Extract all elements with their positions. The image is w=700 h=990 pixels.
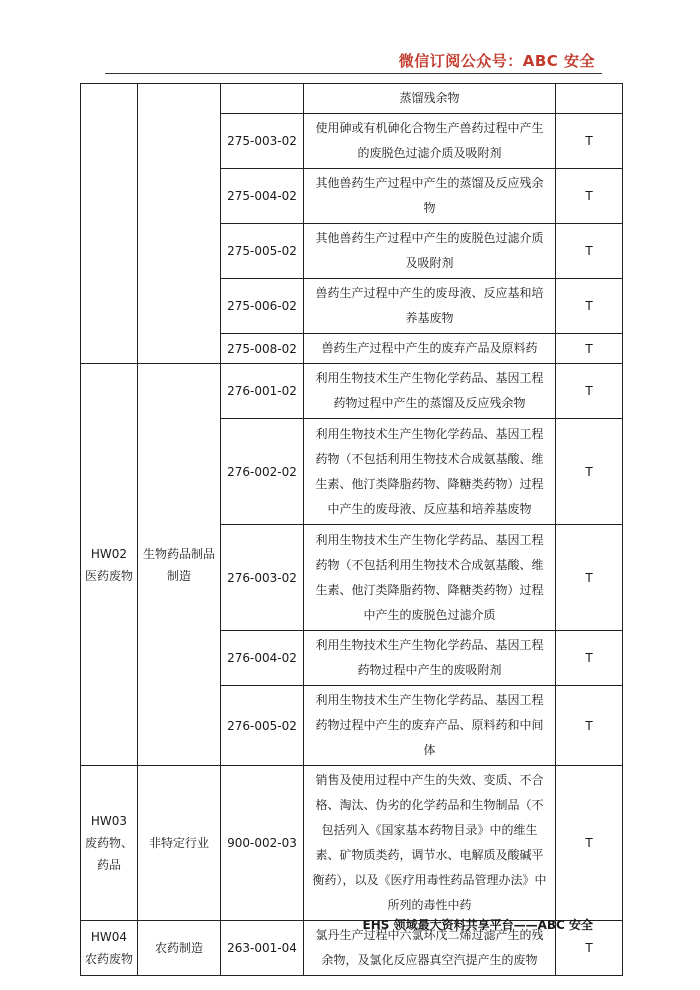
waste-code: 275-008-02 bbox=[221, 334, 304, 364]
category-name: 农药废物 bbox=[85, 952, 134, 966]
waste-code: 900-002-03 bbox=[221, 766, 304, 921]
waste-code: 276-003-02 bbox=[221, 525, 304, 631]
waste-code bbox=[221, 84, 304, 114]
table-row bbox=[81, 766, 623, 921]
waste-code: 275-006-02 bbox=[221, 279, 304, 334]
category-name: 医药废物 bbox=[85, 568, 134, 583]
hazard-class: T bbox=[556, 224, 623, 279]
waste-description: 利用生物技术生产生物化学药品、基因工程药物（不包括利用生物技术合成氨基酸、维生素、他汀类降脂药物、降糖类药物）过程中产生的废母液、反应基和培养基废物 bbox=[304, 419, 556, 525]
waste-description: 使用砷或有机砷化合物生产兽药过程中产生的废脱色过滤介质及吸附剂 bbox=[304, 114, 556, 169]
table-row bbox=[81, 364, 623, 419]
hazard-class: T bbox=[556, 921, 623, 976]
waste-description: 氯丹生产过程中六氯环戊二烯过滤产生的残余物，及氯化反应器真空汽提产生的废物 bbox=[304, 921, 556, 976]
waste-code: 275-005-02 bbox=[221, 224, 304, 279]
category-code: HW03 bbox=[90, 814, 128, 828]
industry-cell-hw02: 生物药品制品制造 bbox=[138, 364, 221, 766]
waste-description: 利用生物技术生产生物化学药品、基因工程药物过程中产生的蒸馏及反应残余物 bbox=[304, 364, 556, 419]
waste-description: 利用生物技术生产生物化学药品、基因工程药物过程中产生的废弃产品、原料药和中间体 bbox=[304, 686, 556, 766]
hazardous-waste-table bbox=[80, 83, 623, 976]
waste-description: 兽药生产过程中产生的废弃产品及原料药 bbox=[304, 334, 556, 364]
category-cell-hw04 bbox=[81, 921, 138, 976]
waste-code: 276-005-02 bbox=[221, 686, 304, 766]
hazard-class: T bbox=[556, 525, 623, 631]
industry-cell bbox=[138, 84, 221, 364]
footer-text: EHS 领域最大资料共享平台——ABC 安全 bbox=[362, 918, 593, 932]
category-cell bbox=[81, 84, 138, 364]
waste-code: 276-002-02 bbox=[221, 419, 304, 525]
waste-code: 263-001-04 bbox=[221, 921, 304, 976]
category-code: HW02 bbox=[90, 546, 128, 561]
waste-code: 275-003-02 bbox=[221, 114, 304, 169]
category-cell-hw03 bbox=[81, 766, 138, 921]
waste-description: 蒸馏残余物 bbox=[304, 84, 556, 114]
category-cell-hw02 bbox=[81, 364, 138, 766]
header-title: 微信订阅公众号：ABC 安全 bbox=[398, 52, 595, 70]
hazard-class: T bbox=[556, 766, 623, 921]
hazard-class bbox=[556, 84, 623, 114]
industry-cell-hw04: 农药制造 bbox=[138, 921, 221, 976]
category-code: HW04 bbox=[90, 930, 128, 944]
waste-description: 利用生物技术生产生物化学药品、基因工程药物过程中产生的废吸附剂 bbox=[304, 631, 556, 686]
header-divider bbox=[105, 73, 602, 74]
waste-description: 其他兽药生产过程中产生的废脱色过滤介质及吸附剂 bbox=[304, 224, 556, 279]
hazard-class: T bbox=[556, 169, 623, 224]
waste-description: 其他兽药生产过程中产生的蒸馏及反应残余物 bbox=[304, 169, 556, 224]
category-name: 废药物、药品 bbox=[85, 836, 134, 872]
waste-description: 销售及使用过程中产生的失效、变质、不合格、淘汰、伪劣的化学药品和生物制品（不包括列入《国家基本药物目录》中的维生素、矿物质类药，调节水、电解质及酸碱平衡药），以及《医疗用毒性药品管理办法》中所列的毒性中药 bbox=[304, 766, 556, 921]
hazard-class: T bbox=[556, 114, 623, 169]
hazard-class: T bbox=[556, 631, 623, 686]
waste-description: 利用生物技术生产生物化学药品、基因工程药物（不包括利用生物技术合成氨基酸、维生素、他汀类降脂药物、降糖类药物）过程中产生的废脱色过滤介质 bbox=[304, 525, 556, 631]
waste-description: 兽药生产过程中产生的废母液、反应基和培养基废物 bbox=[304, 279, 556, 334]
waste-code: 276-001-02 bbox=[221, 364, 304, 419]
hazard-class: T bbox=[556, 364, 623, 419]
waste-code: 275-004-02 bbox=[221, 169, 304, 224]
industry-cell-hw03: 非特定行业 bbox=[138, 766, 221, 921]
hazard-class: T bbox=[556, 686, 623, 766]
hazard-class: T bbox=[556, 419, 623, 525]
waste-code: 276-004-02 bbox=[221, 631, 304, 686]
hazard-class: T bbox=[556, 334, 623, 364]
table-row bbox=[81, 84, 623, 114]
hazard-class: T bbox=[556, 279, 623, 334]
